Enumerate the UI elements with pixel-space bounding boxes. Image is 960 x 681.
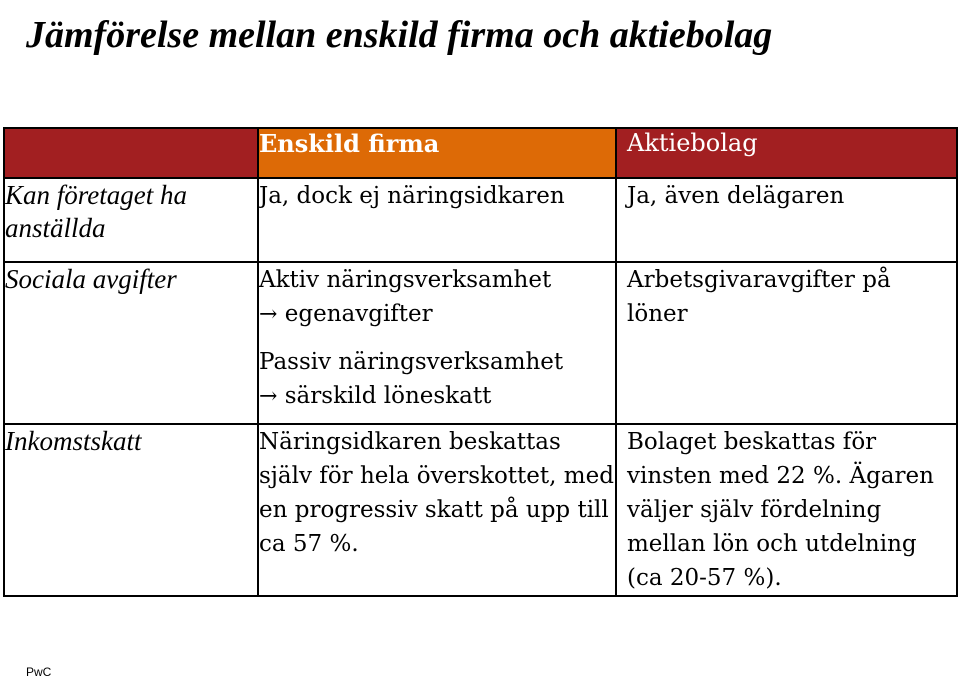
arrow-icon: →: [259, 302, 278, 327]
cell-ab-inkomstskatt: [616, 424, 957, 596]
aktiv-label: Aktiv näringsverksamhet: [259, 267, 552, 293]
aktiv-block: [259, 263, 615, 332]
passiv-result: särskild löneskatt: [284, 383, 492, 409]
table-row: [4, 262, 957, 424]
comparison-table: [3, 127, 958, 597]
passiv-label: Passiv näringsverksamhet: [259, 349, 564, 375]
passiv-block: [259, 345, 615, 414]
cell-firma-sociala-avgifter: [258, 262, 616, 424]
ab-inkomstskatt-bolag: Bolaget beskattas för vinsten med 22 %.: [627, 429, 877, 489]
footer-brand: PwC: [26, 665, 52, 679]
cell-ab-anstallda: Ja, även delägaren: [616, 178, 957, 262]
table-header-row: [4, 128, 957, 178]
cell-ab-sociala-avgifter: Arbetsgivaravgifter på löner: [616, 262, 957, 424]
ab-inkomstskatt-agare: Ägaren väljer själv fördelning mellan lön och utdelning (ca 20-57 %).: [627, 463, 934, 591]
arrow-icon: →: [259, 384, 278, 409]
cell-firma-anstallda: Ja, dock ej näringsidkaren: [258, 178, 616, 262]
row-label-anstallda: Kan företaget ha anställda: [4, 178, 258, 262]
page-title: Jämförelse mellan enskild firma och aktiebolag: [26, 14, 773, 56]
cell-firma-inkomstskatt: Näringsidkaren beskattas själv för hela överskottet, med en progressiv skatt på upp till ca 57 %.: [258, 424, 616, 596]
header-enskild-firma: Enskild firma: [258, 128, 616, 178]
header-aktiebolag: Aktiebolag: [616, 128, 957, 178]
aktiv-result: egenavgifter: [284, 301, 433, 327]
table-row: [4, 424, 957, 596]
header-empty-cell: [4, 128, 258, 178]
row-label-inkomstskatt: Inkomstskatt: [4, 424, 258, 596]
table-row: [4, 178, 957, 262]
row-label-sociala-avgifter: Sociala avgifter: [4, 262, 258, 424]
